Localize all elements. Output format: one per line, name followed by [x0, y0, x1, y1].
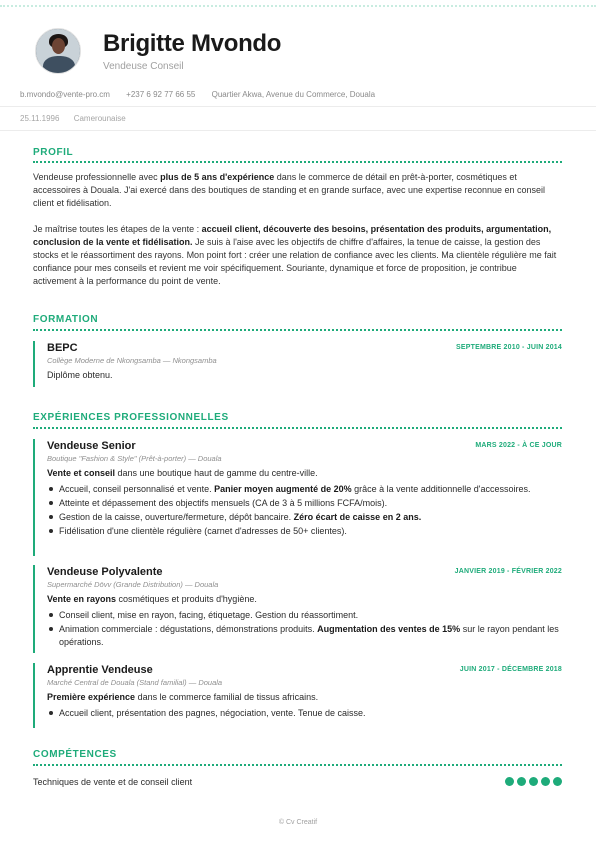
entry-title: Vendeuse Polyvalente — [47, 566, 163, 578]
entry-description: Vente en rayons cosmétiques et produits d'hygiène. — [47, 594, 257, 604]
entry-description: Diplôme obtenu. — [47, 370, 113, 380]
section-divider — [33, 764, 562, 766]
list-item: Accueil client, présentation des pagnes, négociation, vente. Tenue de caisse. — [47, 707, 562, 720]
entry-organization: Collège Moderne de Nkongsamba — Nkongsamba — [47, 356, 217, 365]
header-divider — [0, 106, 596, 107]
contact-line — [20, 90, 389, 99]
achievement-list — [47, 483, 562, 538]
entry-organization: Marché Central de Douala (Stand familial) — Douala — [47, 678, 223, 687]
skill-dot — [529, 777, 538, 786]
entry-date: MARS 2022 - À CE JOUR — [475, 442, 562, 449]
entry-date: SEPTEMBRE 2010 - JUIN 2014 — [456, 344, 562, 351]
entry-title: Apprentie Vendeuse — [47, 664, 153, 676]
entry-description: Vente et conseil dans une boutique haut de gamme du centre-ville. — [47, 468, 318, 478]
contact-address: Quartier Akwa, Avenue du Commerce, Douala — [211, 90, 376, 99]
list-item: Atteinte et dépassement des objectifs mensuels (CA de 3 à 5 millions FCFA/mois). — [47, 497, 562, 510]
list-item: Animation commerciale : dégustations, démonstrations produits. Augmentation des ventes de 15% sur le rayon pendant les opérations. — [47, 623, 562, 648]
birthdate: 25.11.1996 — [20, 114, 60, 123]
entry-date: JANVIER 2019 - FÉVRIER 2022 — [454, 568, 562, 575]
list-item: Conseil client, mise en rayon, facing, étiquetage. Gestion du réassortiment. — [47, 609, 562, 622]
profile-paragraph-1: Vendeuse professionnelle avec plus de 5 ans d'expérience dans le commerce de détail en prêt-à-porter, cosmétiques et accessoires à Douala. J'ai exercé dans des boutiques de standing et en grande surface, avec une expertise reconnue en conseil client et fidélisation. — [33, 172, 546, 208]
section-divider — [33, 329, 562, 331]
skill-row — [33, 776, 562, 790]
skill-name: Techniques de vente et de conseil client — [33, 777, 193, 787]
job-title: Vendeuse Conseil — [103, 61, 184, 72]
contact-phone[interactable]: +237 6 92 77 66 55 — [126, 90, 196, 99]
entry-description: Première expérience dans le commerce familial de tissus africains. — [47, 692, 319, 702]
achievement-list — [47, 609, 562, 648]
personal-info-divider — [0, 130, 596, 131]
experience-entry — [33, 565, 562, 653]
section-title-formation: FORMATION — [33, 314, 99, 325]
entry-organization: Boutique "Fashion & Style" (Prêt-à-porter) — Douala — [47, 454, 222, 463]
profile-paragraph-2: Je maîtrise toutes les étapes de la vente : accueil client, découverte des besoins, présentation des produits, argumentation, conclusion de la vente et fidélisation. Je suis à l'aise avec les objectifs de chiffre d'affaires, la tenue de caisse, la gestion des stocks et le réassortiment des rayons. Mon point fort : créer une relation de confiance avec les clients. Ma clientèle régulière me fait confiance pour mes conseils et revient me voir spécifiquement. Souriante, dynamique et force de proposition, je contribue activement à la performance du point de vente. — [33, 224, 557, 286]
nationality: Camerounaise — [73, 114, 126, 123]
skill-dot — [541, 777, 550, 786]
entry-title: BEPC — [47, 342, 78, 354]
entry-title: Vendeuse Senior — [47, 440, 136, 452]
skill-level-dots — [505, 777, 562, 786]
contact-email[interactable]: b.mvondo@vente-pro.cm — [20, 90, 110, 99]
candidate-name: Brigitte Mvondo — [103, 30, 282, 57]
achievement-list — [47, 707, 562, 720]
skill-dot — [517, 777, 526, 786]
footer-credit: © Cv Creatif — [278, 819, 318, 826]
skill-dot — [505, 777, 514, 786]
experience-entry — [33, 663, 562, 728]
personal-info-line — [20, 114, 138, 123]
top-dotted-border — [0, 5, 596, 7]
list-item: Fidélisation d'une clientèle régulière (carnet d'adresses de 50+ clientes). — [47, 525, 562, 538]
list-item: Accueil, conseil personnalisé et vente. Panier moyen augmenté de 20% grâce à la vente additionnelle d'accessoires. — [47, 483, 562, 496]
section-divider — [33, 161, 562, 163]
avatar — [35, 28, 81, 74]
experience-entry — [33, 439, 562, 556]
section-title-competences: COMPÉTENCES — [33, 749, 117, 760]
entry-organization: Supermarché Dövv (Grande Distribution) — Douala — [47, 580, 219, 589]
entry-date: JUIN 2017 - DÉCEMBRE 2018 — [459, 666, 562, 673]
formation-entry — [33, 341, 562, 387]
list-item: Gestion de la caisse, ouverture/fermeture, dépôt bancaire. Zéro écart de caisse en 2 ans. — [47, 511, 562, 524]
skill-dot — [553, 777, 562, 786]
section-title-experiences: EXPÉRIENCES PROFESSIONNELLES — [33, 412, 229, 423]
section-divider — [33, 427, 562, 429]
cv-header — [35, 28, 575, 82]
section-title-profil: PROFIL — [33, 147, 74, 158]
